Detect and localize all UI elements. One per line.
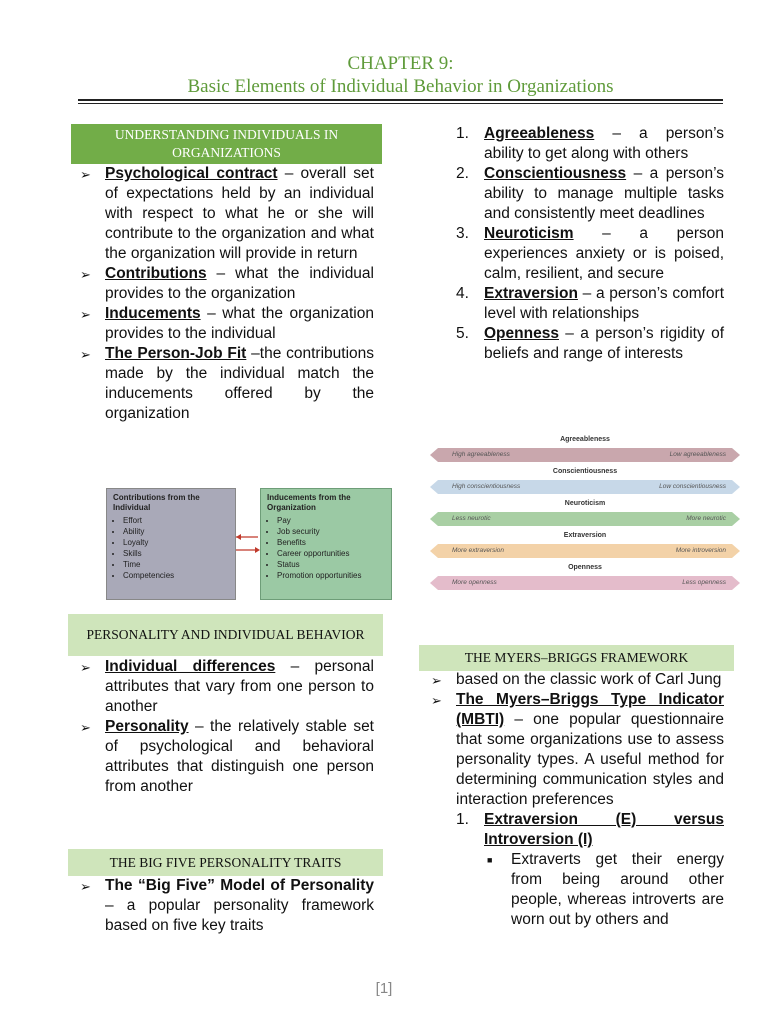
big-five-list <box>80 876 374 936</box>
arrow-bullet-icon: ➢ <box>431 693 442 708</box>
arrow-bullet-icon: ➢ <box>80 267 91 282</box>
term-person-job-fit: The Person-Job Fit <box>105 345 247 362</box>
arrow-bullet-icon: ➢ <box>80 879 91 894</box>
section-title: THE BIG FIVE PERSONALITY TRAITS <box>109 854 342 870</box>
spectrum-left-label: Less neurotic <box>452 515 491 522</box>
square-bullet-icon: ■ <box>487 855 493 865</box>
trait-term: Extraversion <box>484 285 578 302</box>
trait-item <box>456 164 724 224</box>
contribution-item: • Loyalty <box>123 537 235 548</box>
contribution-item: • Effort <box>123 515 235 526</box>
spectrum-right-label: Low agreeableness <box>669 451 726 458</box>
list-item <box>431 810 724 850</box>
header-rule-thick <box>78 99 723 101</box>
trait-definition: – a person’s rigidity of beliefs and range of interests <box>484 325 724 362</box>
term-big-five-model: The “Big Five” Model of Personality <box>105 877 374 894</box>
chapter-title: Basic Elements of Individual Behavior in Organizations <box>187 76 614 97</box>
myers-briggs-list <box>431 670 724 930</box>
section-title: PERSONALITY AND INDIVIDUAL BEHAVIOR <box>86 627 365 642</box>
chapter-number: CHAPTER 9: <box>347 53 454 74</box>
list-item <box>80 264 374 304</box>
list-item <box>80 657 374 717</box>
extraversion-description: Extraverts get their energy from being around other people, whereas introverts are worn out by others and <box>511 851 724 928</box>
arrow-bullet-icon: ➢ <box>80 347 91 362</box>
spectrum-trait-label: Openness <box>568 564 602 571</box>
spectrum-trait-label: Agreeableness <box>560 436 610 443</box>
spectrum-left-label: More openness <box>452 579 497 586</box>
connector-arrows <box>234 488 262 598</box>
chapter-header <box>78 52 723 98</box>
list-number: 1. <box>456 811 469 828</box>
section-banner-big-five <box>68 849 383 876</box>
inducement-item: • Career opportunities <box>277 548 391 559</box>
list-item <box>80 717 374 797</box>
arrow-bullet-icon: ➢ <box>80 167 91 182</box>
trait-item <box>456 284 724 324</box>
inducement-item: • Benefits <box>277 537 391 548</box>
myers-briggs-origin: based on the classic work of Carl Jung <box>456 671 722 688</box>
list-item <box>80 304 374 344</box>
page-number: [1] <box>375 980 393 997</box>
term-individual-differences: Individual differences <box>105 658 276 675</box>
trait-item <box>456 224 724 284</box>
contribution-item: • Time <box>123 559 235 570</box>
trait-term: Agreeableness <box>484 125 595 142</box>
spectrum-left-label: More extraversion <box>452 547 505 554</box>
contributions-box <box>106 488 236 600</box>
inducement-item: • Status <box>277 559 391 570</box>
contribution-item: • Competencies <box>123 570 235 581</box>
list-item <box>431 670 724 690</box>
term-contributions: Contributions <box>105 265 207 282</box>
list-number: 1. <box>456 125 469 142</box>
list-number: 3. <box>456 225 469 242</box>
understanding-list <box>80 164 374 424</box>
trait-item <box>456 124 724 164</box>
term-inducements: Inducements <box>105 305 201 322</box>
list-item <box>80 344 374 424</box>
list-number: 5. <box>456 325 469 342</box>
big-five-traits-list <box>456 124 724 364</box>
trait-definition: – a person’s ability to manage multiple tasks and consistently meet deadlines <box>484 165 724 222</box>
trait-definition: – a person’s ability to get along with others <box>484 125 724 162</box>
contributions-title: Contributions from the Individual <box>113 493 200 512</box>
trait-definition: – a person’s comfort level with relationships <box>484 285 724 322</box>
contribution-item: • Ability <box>123 526 235 537</box>
definition: – what the organization provides to the individual <box>105 305 374 342</box>
definition: – one popular questionnaire that some organizations use to assess personality types. A useful method for determining communication styles and interaction preferences <box>456 711 724 808</box>
term-psychological-contract: Psychological contract <box>105 165 278 182</box>
definition: – personal attributes that vary from one person to another <box>105 658 374 715</box>
arrow-bullet-icon: ➢ <box>80 307 91 322</box>
spectrum-trait-label: Conscientiousness <box>552 468 618 475</box>
trait-definition: – a person experiences anxiety or is poised, calm, resilient, and secure <box>484 225 724 282</box>
contributions-list <box>107 515 235 581</box>
header-rule-thin <box>78 103 723 104</box>
section-banner-personality <box>68 614 383 656</box>
definition: –the contributions made by the individual match the inducements offered by the organization <box>105 345 374 422</box>
inducements-title: Inducements from the Organization <box>267 493 351 512</box>
section-banner-myers-briggs <box>419 645 734 671</box>
inducement-item: • Job security <box>277 526 391 537</box>
section-banner-understanding <box>71 124 382 164</box>
spectrum-right-label: More introversion <box>675 547 726 554</box>
personality-list <box>80 657 374 797</box>
term-extraversion-introversion: Extraversion (E) versus Introversion (I) <box>484 811 724 848</box>
definition: – what the individual provides to the organization <box>105 265 374 302</box>
definition: – overall set of expectations held by an individual with respect to what he or she will contribute to the organization and what the organization will provide in return <box>105 165 374 262</box>
list-number: 4. <box>456 285 469 302</box>
contribution-item: • Skills <box>123 548 235 559</box>
trait-item <box>456 324 724 364</box>
list-item <box>431 690 724 810</box>
spectrum-left-label: High conscientiousness <box>452 483 521 490</box>
contributions-inducements-figure <box>106 488 390 600</box>
list-number: 2. <box>456 165 469 182</box>
arrow-bullet-icon: ➢ <box>80 660 91 675</box>
arrow-bullet-icon: ➢ <box>431 673 442 688</box>
section-title: THE MYERS–BRIGGS FRAMEWORK <box>464 650 689 665</box>
spectrum-right-label: Low conscientiousness <box>659 483 726 490</box>
big-five-spectrum-figure <box>430 436 740 600</box>
section-title: UNDERSTANDING INDIVIDUALS IN ORGANIZATIONS <box>114 127 339 160</box>
list-item <box>80 164 374 264</box>
list-item <box>80 876 374 936</box>
term-mbti: The Myers–Briggs Type Indicator (MBTI) <box>456 691 724 728</box>
trait-term: Neuroticism <box>484 225 574 242</box>
list-item <box>431 850 724 930</box>
inducements-box <box>260 488 392 600</box>
trait-term: Conscientiousness <box>484 165 627 182</box>
spectrum-left-label: High agreeableness <box>452 451 510 458</box>
term-personality: Personality <box>105 718 189 735</box>
spectrum-right-label: More neurotic <box>686 515 726 522</box>
definition: – the relatively stable set of psychological and behavioral attributes that distinguish one person from another <box>105 718 374 795</box>
arrow-bullet-icon: ➢ <box>80 720 91 735</box>
definition: – a popular personality framework based on five key traits <box>105 897 374 934</box>
spectrum-right-label: Less openness <box>682 579 726 586</box>
spectrum-trait-label: Extraversion <box>563 532 607 539</box>
inducements-list <box>261 515 391 581</box>
trait-term: Openness <box>484 325 559 342</box>
spectrum-trait-label: Neuroticism <box>564 500 606 507</box>
inducement-item: • Promotion opportunities <box>277 570 391 581</box>
inducement-item: • Pay <box>277 515 391 526</box>
